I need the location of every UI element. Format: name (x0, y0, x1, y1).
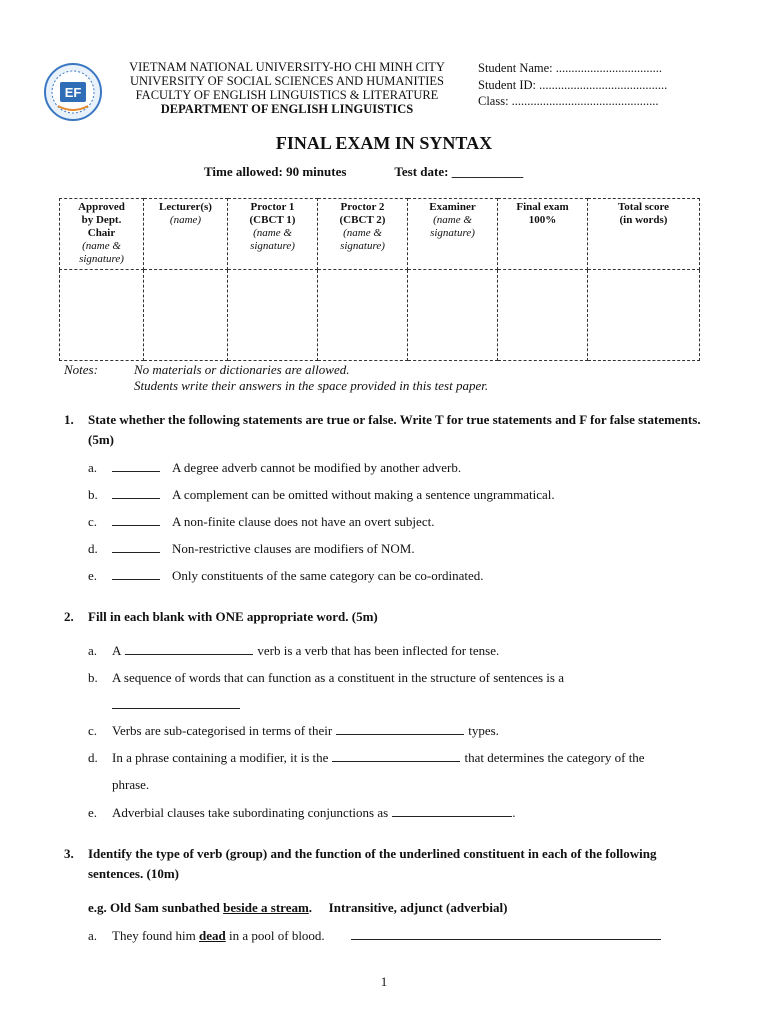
notes-label: Notes: (64, 362, 98, 377)
university-line: FACULTY OF ENGLISH LINGUISTICS & LITERATURE (135, 88, 439, 102)
tf-item (88, 487, 555, 503)
question-3 (64, 844, 712, 884)
column-title-line: 100% (528, 214, 557, 226)
answer-blank[interactable] (351, 928, 661, 940)
example-suffix: . (308, 900, 313, 915)
student-name-field[interactable]: Student Name: .................................. (478, 61, 663, 75)
signature-column-header (144, 199, 228, 270)
fill-item (88, 750, 645, 766)
signature-table (59, 198, 700, 361)
fill-item (88, 670, 564, 686)
answer-blank[interactable] (125, 643, 253, 655)
column-title-line: by Dept. (81, 214, 122, 226)
column-note-line: signature) (340, 240, 385, 252)
question-prompt: State whether the following statements are true or false. Write T for true statements and F for false statements. (5m) (88, 412, 701, 447)
signature-column-header (318, 199, 408, 270)
column-title-line: Chair (87, 227, 116, 239)
fill-item-continuation (88, 697, 244, 709)
item-text: verb is a verb that has been inflected for tense. (257, 643, 500, 658)
question-number: 1. (64, 412, 74, 427)
column-note-line: (name & (343, 227, 382, 239)
department-name: DEPARTMENT OF ENGLISH LINGUISTICS (160, 102, 414, 116)
answer-blank[interactable] (112, 514, 160, 526)
item-letter: a. (88, 643, 98, 658)
question-2 (64, 607, 712, 627)
notes (64, 362, 488, 394)
signature-column-header (60, 199, 144, 270)
item-text: that determines the category of the (464, 750, 645, 765)
class-field[interactable]: Class: ............................................... (478, 94, 659, 108)
column-title-line: (CBCT 2) (339, 214, 386, 226)
tf-item (88, 514, 434, 530)
column-note-line: (name & (82, 240, 121, 252)
fill-item (88, 805, 515, 821)
answer-blank[interactable] (112, 697, 240, 709)
exam-title: FINAL EXAM IN SYNTAX (275, 133, 493, 153)
university-line: VIETNAM NATIONAL UNIVERSITY-HO CHI MINH CITY (129, 60, 445, 74)
answer-blank[interactable] (112, 460, 160, 472)
item-text: in a pool of blood. (229, 928, 325, 943)
student-id-field[interactable]: Student ID: ......................................... (478, 77, 668, 92)
item-letter: e. (88, 805, 98, 820)
note-line: Students write their answers in the space provided in this test paper. (134, 378, 489, 393)
item-text: Only constituents of the same category can be co-ordinated. (172, 568, 484, 583)
tf-item (88, 460, 461, 476)
item-text: A complement can be omitted without making a sentence ungrammatical. (172, 487, 555, 502)
example-answer: Intransitive, adjunct (adverbial) (315, 900, 495, 915)
item-text: . (512, 805, 516, 820)
signature-cell[interactable] (588, 270, 700, 361)
column-note-line: signature) (79, 253, 124, 265)
column-title-line: Proctor 2 (340, 201, 385, 213)
university-header (114, 60, 460, 116)
university-logo (43, 62, 103, 122)
page-number: 1 (380, 974, 388, 989)
item-letter: e. (88, 568, 98, 583)
item-text: In a phrase containing a modifier, it is the (112, 750, 329, 765)
item-text: A degree adverb cannot be modified by another adverb. (172, 460, 462, 475)
column-note-line: (name & (433, 214, 472, 226)
signature-column-header (408, 199, 498, 270)
column-title-line: Lecturer(s) (159, 201, 212, 213)
item-letter: b. (88, 670, 98, 685)
item-text: A non-finite clause does not have an overt subject. (172, 514, 435, 529)
exam-time-line (204, 164, 523, 180)
signature-cell[interactable] (60, 270, 144, 361)
item-text: types. (468, 723, 499, 738)
signature-cell[interactable] (408, 270, 498, 361)
item-letter: a. (88, 928, 98, 943)
item-letter: c. (88, 514, 98, 529)
column-note-line: signature) (430, 227, 475, 239)
signature-cell[interactable] (144, 270, 228, 361)
item-letter: d. (88, 541, 98, 556)
item-text: Verbs are sub-categorised in terms of their (112, 723, 333, 738)
note-line: No materials or dictionaries are allowed. (134, 362, 350, 377)
signature-cell[interactable] (318, 270, 408, 361)
item-letter: a. (88, 460, 98, 475)
column-title-line: Proctor 1 (250, 201, 295, 213)
column-note-line: (name & (253, 227, 292, 239)
example-underlined: beside a stream (223, 900, 309, 915)
answer-blank[interactable] (112, 568, 160, 580)
tf-item (88, 541, 415, 557)
question-1 (64, 410, 712, 450)
item-text: phrase. (112, 777, 150, 792)
university-line: UNIVERSITY OF SOCIAL SCIENCES AND HUMANITIES (129, 74, 444, 88)
column-title-line: Examiner (429, 201, 476, 213)
item-underlined: dead (199, 928, 226, 943)
test-date-field[interactable]: Test date: ___________ (394, 164, 524, 179)
fill-item (88, 723, 499, 739)
answer-blank[interactable] (392, 805, 512, 817)
identify-item (88, 928, 661, 944)
column-note-line: signature) (250, 240, 295, 252)
question-number: 3. (64, 846, 74, 861)
tf-item (88, 568, 484, 584)
column-note-line: (name) (169, 214, 202, 226)
answer-blank[interactable] (112, 487, 160, 499)
logo-letters: EF (64, 85, 82, 100)
answer-blank[interactable] (332, 750, 460, 762)
time-allowed: Time allowed: 90 minutes (204, 164, 347, 179)
signature-table-signing-row (60, 270, 700, 361)
fill-item (88, 643, 499, 659)
question-prompt: Identify the type of verb (group) and the function of the underlined constituent in each of the following sentences. (10m) (88, 846, 657, 881)
example-line (88, 900, 507, 916)
item-letter: c. (88, 723, 98, 738)
item-letter: d. (88, 750, 98, 765)
question-prompt: Fill in each blank with ONE appropriate word. (5m) (88, 609, 378, 624)
column-title-line: Final exam (516, 201, 569, 213)
column-title-line: Approved (78, 201, 125, 213)
fill-item-continuation (88, 777, 149, 793)
item-letter: b. (88, 487, 98, 502)
signature-column-header (588, 199, 700, 270)
signature-column-header (228, 199, 318, 270)
example-prefix: e.g. Old Sam sunbathed (88, 900, 220, 915)
signature-column-header (498, 199, 588, 270)
student-info (478, 60, 667, 110)
question-number: 2. (64, 609, 74, 624)
answer-blank[interactable] (112, 541, 160, 553)
item-text: A sequence of words that can function as a constituent in the structure of sentences is a (112, 670, 564, 685)
item-text: Adverbial clauses take subordinating conjunctions as (112, 805, 389, 820)
signature-cell[interactable] (228, 270, 318, 361)
item-text: They found him (112, 928, 196, 943)
column-title-line: Total score (617, 201, 670, 213)
column-title-line: (in words) (619, 214, 668, 226)
arrow-icon (315, 900, 325, 915)
signature-cell[interactable] (498, 270, 588, 361)
column-title-line: (CBCT 1) (249, 214, 296, 226)
answer-blank[interactable] (336, 723, 464, 735)
signature-table-header (60, 199, 700, 270)
item-text: A (112, 643, 122, 658)
item-text: Non-restrictive clauses are modifiers of NOM. (172, 541, 415, 556)
